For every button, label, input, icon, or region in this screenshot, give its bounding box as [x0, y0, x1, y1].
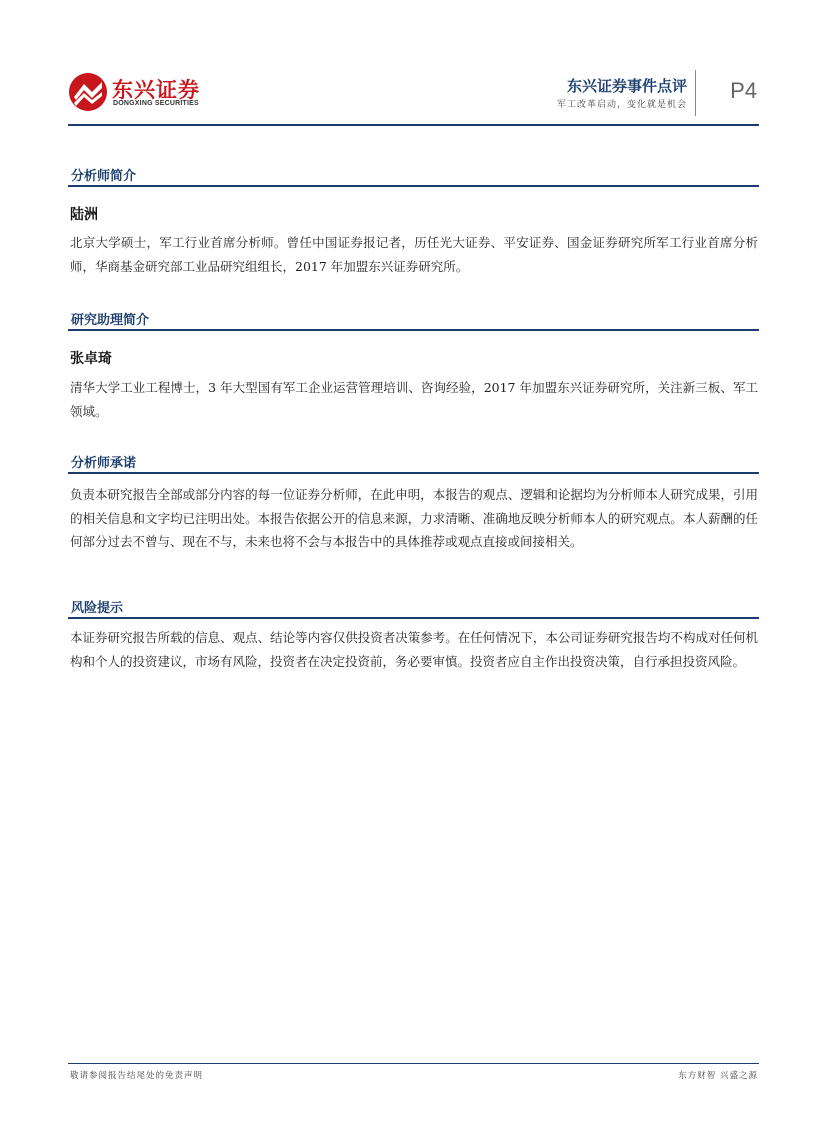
- footer-slogan: 东方财智 兴盛之源: [678, 1071, 758, 1081]
- dongxing-logo-icon: [68, 72, 108, 112]
- assistant-bio: 清华大学工业工程博士，3 年大型国有军工企业运营管理培训、咨询经验，2017 年加盟东兴证券研究所，关注新三板、军工领域。: [70, 380, 758, 419]
- commitment-text: 负责本研究报告全部或部分内容的每一位证券分析师，在此申明，本报告的观点、逻辑和论据均为分析师本人研究成果，引用的相关信息和文字均已注明出处。本报告依据公开的信息来源，力求清晰、准确地反映分析师本人的研究观点。本人薪酬的任何部分过去不曾与、现在不与，未来也将不会与本报告中的具体推荐或观点直接或间接相关。: [70, 487, 758, 549]
- section-title: 分析师承诺: [71, 456, 137, 471]
- header-divider: [695, 70, 696, 116]
- section-analyst-intro: [68, 163, 759, 187]
- company-logo: [68, 72, 208, 120]
- footer-rule: [68, 1063, 759, 1064]
- assistant-name: 张卓琦: [70, 351, 112, 367]
- page-header: [68, 66, 759, 126]
- section-risk-notice: [68, 595, 759, 619]
- section-analyst-commitment: [68, 450, 759, 474]
- risk-text: 本证券研究报告所载的信息、观点、结论等内容仅供投资者决策参考。在任何情况下，本公司证券研究报告均不构成对任何机构和个人的投资建议，市场有风险，投资者在决定投资前，务必要审慎。投资者应自主作出投资决策，自行承担投资风险。: [70, 630, 758, 669]
- header-rule: [68, 124, 759, 126]
- section-assistant-intro: [68, 307, 759, 331]
- section-title: 分析师简介: [71, 169, 137, 184]
- report-type: 东兴证券事件点评: [566, 77, 687, 95]
- analyst-name: 陆洲: [70, 207, 98, 223]
- page-number: P4: [730, 78, 757, 103]
- logo-chinese-name: 东兴证券: [112, 78, 200, 102]
- section-title: 研究助理简介: [71, 313, 150, 328]
- report-subtitle: 军工改革启动，变化就是机会: [556, 100, 687, 110]
- analyst-bio: 北京大学硕士，军工行业首席分析师。曾任中国证券报记者，历任光大证券、平安证券、国金证券研究所军工行业首席分析师，华商基金研究部工业品研究组组长，2017 年加盟东兴证券研究所。: [70, 235, 758, 274]
- section-title: 风险提示: [71, 601, 124, 616]
- logo-english-name: DONGXING SECURITIES: [113, 100, 199, 107]
- footer-disclaimer-note: 敬请参阅报告结尾处的免责声明: [70, 1071, 204, 1081]
